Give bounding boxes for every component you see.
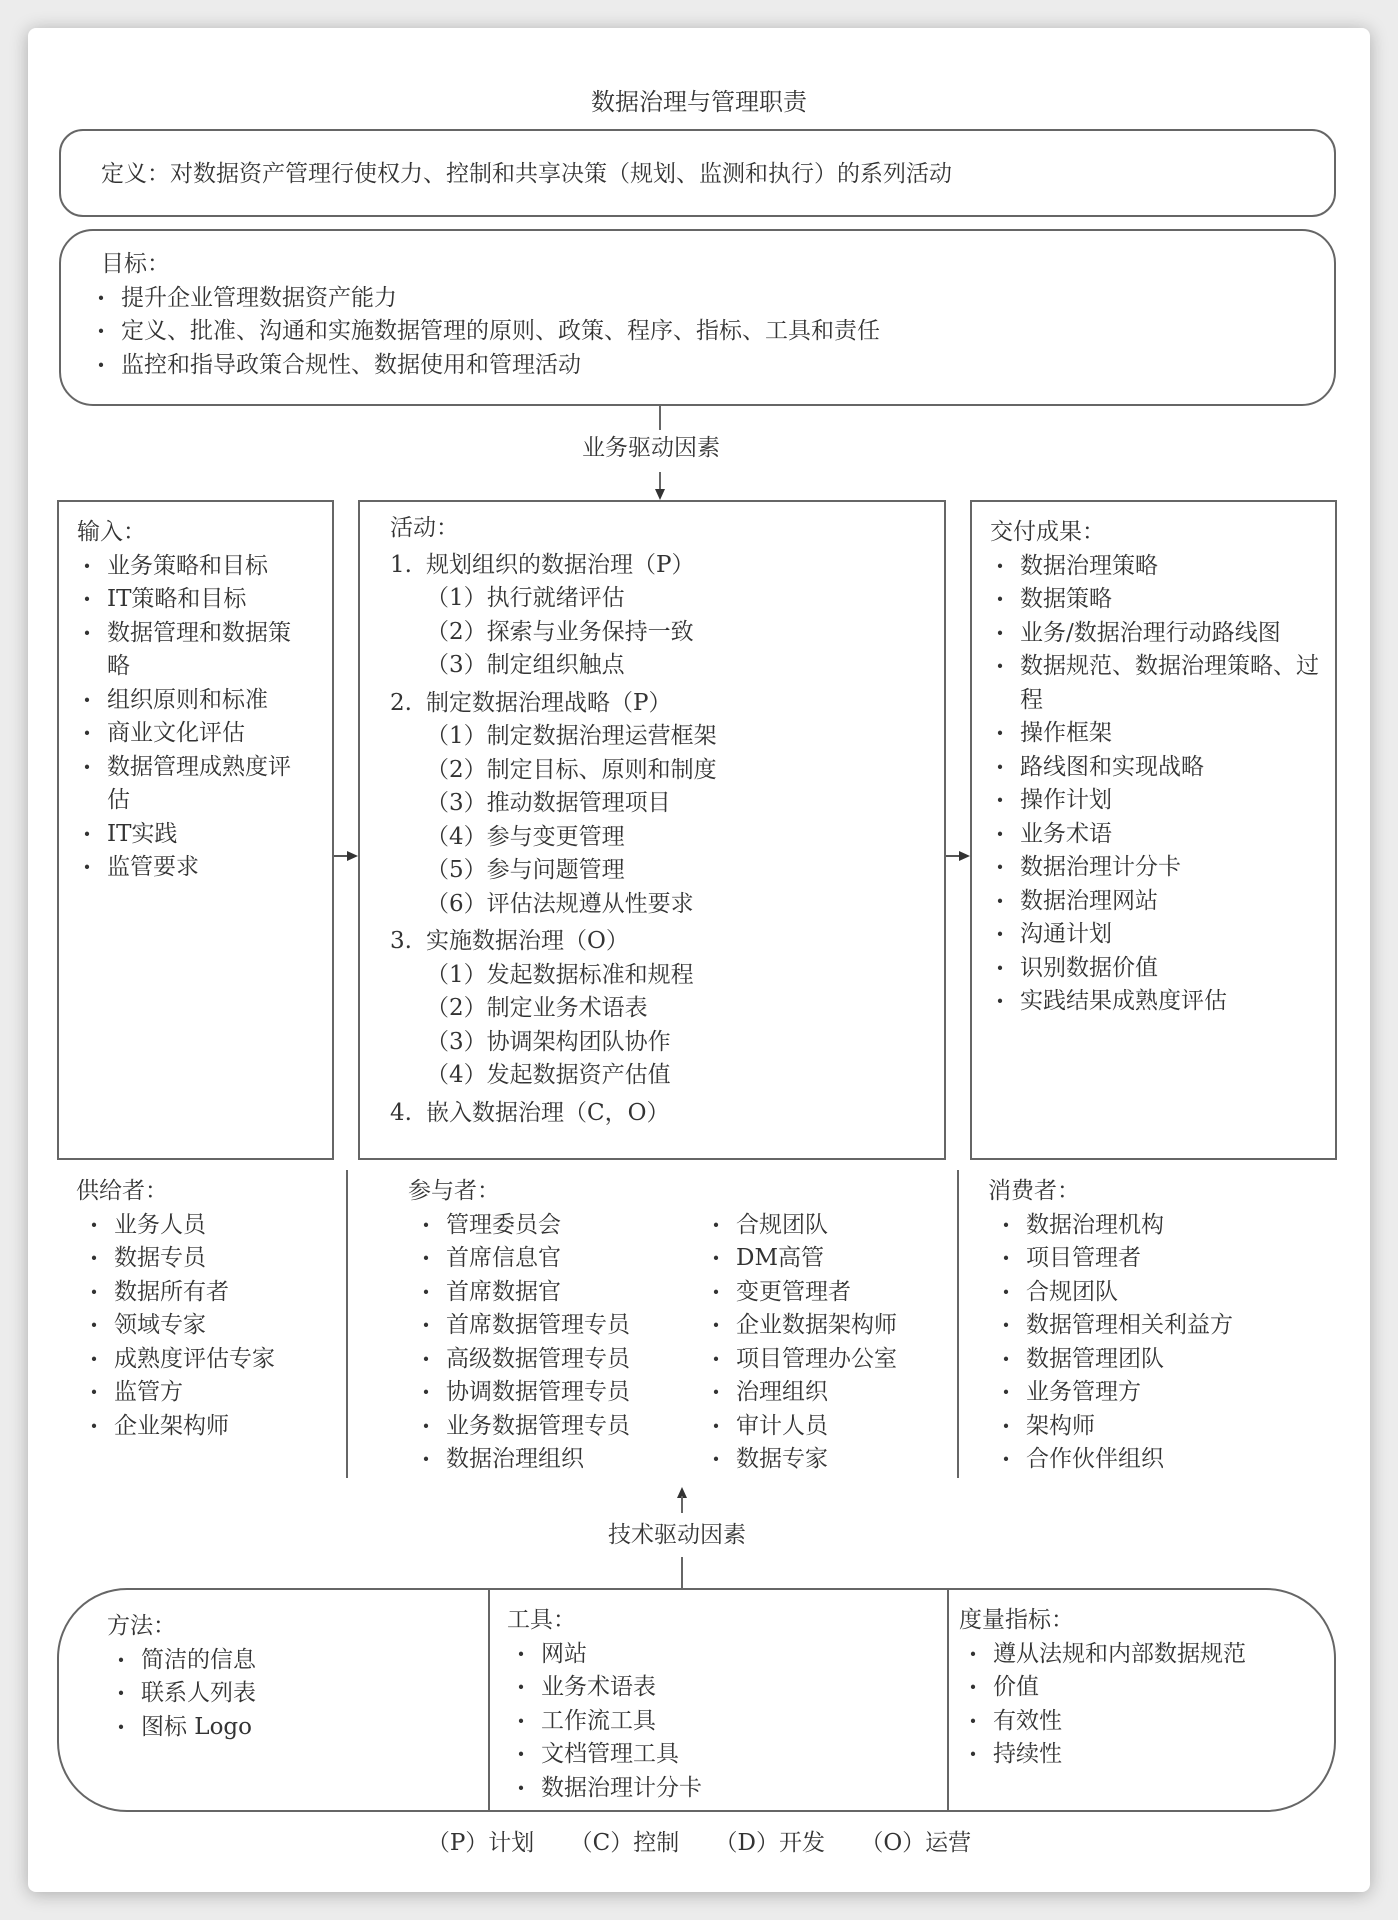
deliverable-item: · 业务术语 — [986, 818, 1320, 852]
activity-number: 2. — [390, 689, 412, 716]
participant-item: · 首席数据管理专员 — [412, 1309, 702, 1343]
goals-heading: 目标： — [101, 251, 170, 277]
legend-plan: （P）计划 — [426, 1830, 535, 1856]
tool-item: · 业务术语表 — [507, 1671, 702, 1705]
activity-sub: （1）发起数据标准和规程 — [426, 961, 694, 988]
input-item: · IT实践 — [73, 818, 297, 852]
technical-driver-label: 技术驱动因素 — [608, 1522, 746, 1548]
metric-item: · 价值 — [959, 1671, 1246, 1705]
definition-box — [59, 129, 1336, 217]
business-driver-line-top — [659, 406, 661, 430]
activity-sub: （1）制定数据治理运营框架 — [426, 723, 717, 749]
activity-sub: （4）发起数据资产估值 — [426, 1062, 671, 1088]
input-item: · 监管要求 — [73, 851, 297, 885]
participant-item: · 首席数据官 — [412, 1276, 702, 1310]
activity-label: 规划组织的数据治理（P） — [426, 551, 695, 578]
deliverable-item: · 数据治理计分卡 — [986, 851, 1320, 885]
goal-item: · 监控和指导政策合规性、数据使用和管理活动 — [87, 349, 880, 383]
activities-box — [358, 500, 946, 1160]
consumer-item: · 合规团队 — [992, 1276, 1233, 1310]
activity-group-2 — [390, 687, 717, 721]
tool-item: · 数据治理计分卡 — [507, 1772, 702, 1806]
legend-control: （C）控制 — [569, 1830, 680, 1856]
participant-item: · 首席信息官 — [412, 1242, 702, 1276]
activity-sub: （3）协调架构团队协作 — [426, 1028, 671, 1055]
supplier-item: · 成熟度评估专家 — [80, 1343, 275, 1377]
activity-sub: （3）制定组织触点 — [426, 652, 625, 678]
supplier-item: · 数据所有者 — [80, 1276, 275, 1310]
activity-label: 制定数据治理战略（P） — [426, 689, 672, 716]
participant-item: · 治理组织 — [702, 1376, 897, 1410]
techniques-box — [57, 1588, 1336, 1812]
method-item: · 图标 Logo — [107, 1711, 256, 1745]
deliverable-item: · 识别数据价值 — [986, 952, 1320, 986]
activity-number: 3. — [390, 928, 412, 954]
business-driver-label: 业务驱动因素 — [582, 435, 720, 461]
consumers-list — [992, 1209, 1233, 1477]
activity-label: 嵌入数据治理（C，O） — [426, 1099, 670, 1126]
participant-item: · 企业数据架构师 — [702, 1309, 897, 1343]
activity-sub: （2）制定业务术语表 — [426, 995, 648, 1021]
tools-list — [507, 1638, 702, 1806]
deliverables-box — [970, 500, 1337, 1160]
tool-item: · 网站 — [507, 1638, 702, 1672]
supplier-item: · 领域专家 — [80, 1309, 275, 1343]
consumer-item: · 数据管理相关利益方 — [992, 1309, 1233, 1343]
metrics-heading: 度量指标： — [959, 1607, 1074, 1633]
suppliers-heading: 供给者： — [76, 1178, 168, 1204]
input-item: · 业务策略和目标 — [73, 550, 297, 584]
consumer-item: · 数据管理团队 — [992, 1343, 1233, 1377]
inputs-list — [73, 550, 297, 885]
supplier-item: · 企业架构师 — [80, 1410, 275, 1444]
methods-tools-divider — [488, 1590, 490, 1810]
consumer-item: · 架构师 — [992, 1410, 1233, 1444]
deliverable-item: · 数据策略 — [986, 583, 1320, 617]
activities-to-deliverables-line — [946, 855, 960, 857]
deliverable-item: · 操作计划 — [986, 784, 1320, 818]
goal-item: · 定义、批准、沟通和实施数据管理的原则、政策、程序、指标、工具和责任 — [87, 315, 880, 349]
legend-operate: （O）运营 — [860, 1830, 972, 1856]
goals-box — [59, 229, 1336, 406]
activity-sub: （2）探索与业务保持一致 — [426, 618, 694, 645]
technical-driver-line-top — [681, 1496, 683, 1513]
inputs-to-activities-arrow-icon — [347, 851, 358, 861]
activity-sub: （5）参与问题管理 — [426, 857, 625, 883]
participants-heading: 参与者： — [408, 1178, 500, 1204]
input-item: · 商业文化评估 — [73, 717, 297, 751]
activity-number: 4. — [390, 1099, 412, 1126]
activity-sub: （3）推动数据管理项目 — [426, 790, 671, 816]
inputs-to-activities-line — [334, 855, 348, 857]
consumer-item: · 数据治理机构 — [992, 1209, 1233, 1243]
metric-item: · 持续性 — [959, 1738, 1246, 1772]
consumer-item: · 合作伙伴组织 — [992, 1443, 1233, 1477]
legend-develop: （D）开发 — [714, 1830, 825, 1856]
consumers-section — [988, 1175, 1233, 1477]
deliverable-item: · 数据治理策略 — [986, 550, 1320, 584]
supplier-item: · 业务人员 — [80, 1209, 275, 1243]
input-item: · IT策略和目标 — [73, 583, 297, 617]
suppliers-list — [80, 1209, 275, 1444]
supplier-item: · 监管方 — [80, 1376, 275, 1410]
deliverable-item: · 业务/数据治理行动路线图 — [986, 617, 1320, 651]
activity-sub: （6）评估法规遵从性要求 — [426, 890, 694, 917]
deliverables-list — [986, 550, 1320, 1019]
activity-group-3 — [390, 925, 717, 959]
deliverable-item: · 路线图和实现战略 — [986, 751, 1320, 785]
participant-item: · 审计人员 — [702, 1410, 897, 1444]
deliverables-heading: 交付成果： — [990, 519, 1105, 545]
inputs-box — [57, 500, 334, 1160]
activity-sub: （4）参与变更管理 — [426, 823, 625, 850]
participant-item: · 业务数据管理专员 — [412, 1410, 702, 1444]
consumer-item: · 业务管理方 — [992, 1376, 1233, 1410]
participant-item: · 合规团队 — [702, 1209, 897, 1243]
metric-item: · 有效性 — [959, 1705, 1246, 1739]
activities-heading: 活动： — [390, 515, 459, 541]
metrics-section — [959, 1604, 1246, 1772]
goal-item: · 提升企业管理数据资产能力 — [87, 282, 880, 316]
participant-item: · 数据专家 — [702, 1443, 897, 1477]
participant-item: · DM高管 — [702, 1242, 897, 1276]
participant-item: · 数据治理组织 — [412, 1443, 702, 1477]
input-item: · 数据管理和数据策略 — [73, 617, 297, 684]
supplier-item: · 数据专员 — [80, 1242, 275, 1276]
activity-label: 实施数据治理（O） — [426, 928, 629, 954]
methods-heading: 方法： — [107, 1613, 176, 1639]
tools-heading: 工具： — [507, 1607, 576, 1633]
suppliers-section — [76, 1175, 275, 1443]
diagram-title: 数据治理与管理职责 — [591, 88, 807, 116]
metric-item: · 遵从法规和内部数据规范 — [959, 1638, 1246, 1672]
participants-list-col2 — [702, 1209, 897, 1477]
consumers-heading: 消费者： — [988, 1178, 1080, 1204]
tools-section — [507, 1604, 702, 1805]
suppliers-divider — [346, 1170, 348, 1478]
inputs-heading: 输入： — [77, 519, 146, 545]
legend — [0, 1827, 1398, 1861]
activity-sub: （2）制定目标、原则和制度 — [426, 756, 717, 783]
activity-sub: （1）执行就绪评估 — [426, 585, 625, 611]
participant-item: · 协调数据管理专员 — [412, 1376, 702, 1410]
deliverable-item: · 数据规范、数据治理策略、过程 — [986, 650, 1320, 717]
consumers-divider — [957, 1170, 959, 1478]
tool-item: · 文档管理工具 — [507, 1738, 702, 1772]
input-item: · 组织原则和标准 — [73, 684, 297, 718]
participants-list-col1 — [412, 1209, 702, 1477]
methods-list — [107, 1644, 256, 1745]
activity-group-4 — [390, 1097, 717, 1131]
consumer-item: · 项目管理者 — [992, 1242, 1233, 1276]
participant-item: · 高级数据管理专员 — [412, 1343, 702, 1377]
participant-item: · 变更管理者 — [702, 1276, 897, 1310]
method-item: · 简洁的信息 — [107, 1644, 256, 1678]
deliverable-item: · 实践结果成熟度评估 — [986, 985, 1320, 1019]
methods-section — [107, 1610, 256, 1744]
input-item: · 数据管理成熟度评估 — [73, 751, 297, 818]
business-driver-arrow-icon — [655, 489, 665, 500]
metrics-list — [959, 1638, 1246, 1772]
deliverable-item: · 操作框架 — [986, 717, 1320, 751]
technical-driver-line-bottom — [681, 1557, 683, 1589]
activity-number: 1. — [390, 551, 412, 578]
tool-item: · 工作流工具 — [507, 1705, 702, 1739]
deliverable-item: · 数据治理网站 — [986, 885, 1320, 919]
participants-section — [408, 1175, 897, 1477]
participant-item: · 项目管理办公室 — [702, 1343, 897, 1377]
deliverable-item: · 沟通计划 — [986, 918, 1320, 952]
activity-group-1 — [390, 549, 717, 583]
goals-list — [87, 282, 880, 383]
definition-text: 定义：对数据资产管理行使权力、控制和共享决策（规划、监测和执行）的系列活动 — [101, 161, 952, 187]
tools-metrics-divider — [947, 1590, 949, 1810]
participant-item: · 管理委员会 — [412, 1209, 702, 1243]
method-item: · 联系人列表 — [107, 1677, 256, 1711]
activities-to-deliverables-arrow-icon — [959, 851, 970, 861]
